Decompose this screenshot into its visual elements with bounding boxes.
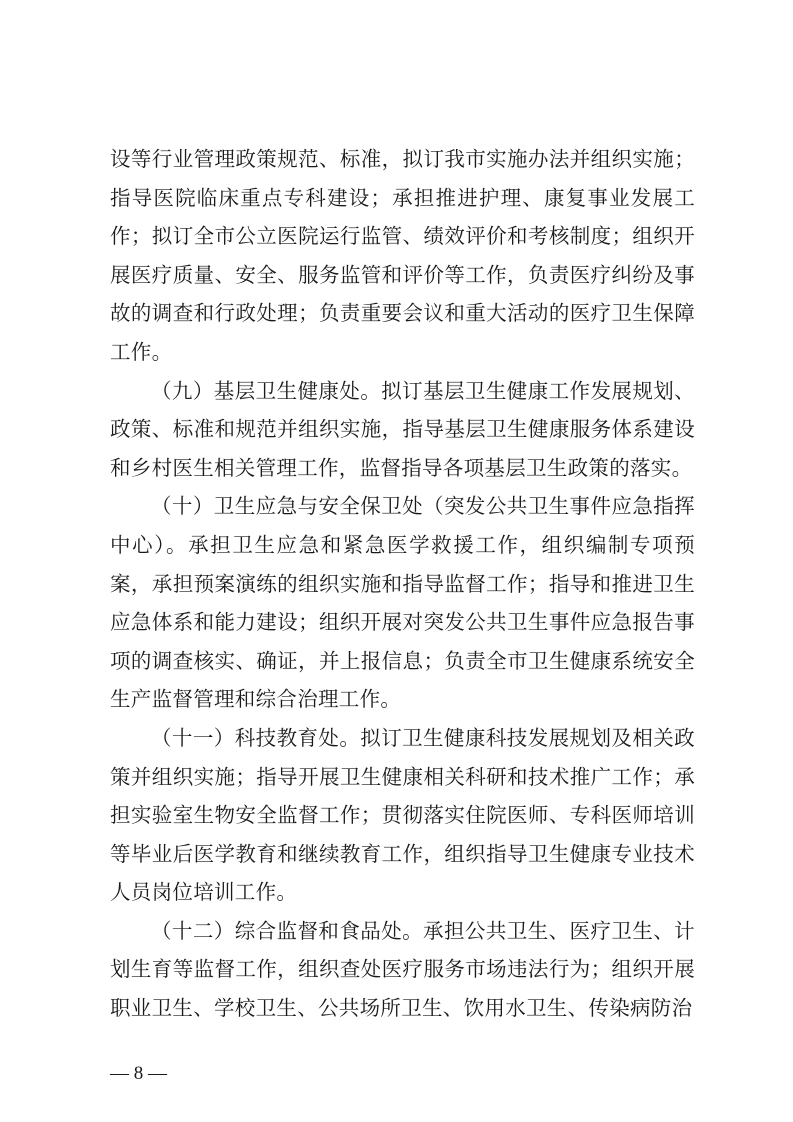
page-number: — 8 — — [110, 1063, 167, 1084]
paragraph-section-11: （十一）科技教育处。拟订卫生健康科技发展规划及相关政策并组织实施；指导开展卫生健康相关科研和技术推广工作；承担实验室生物安全监督工作；贯彻落实住院医师、专科医师培训等毕业后医学教育和继续教育工作，组织指导卫生健康专业技术人员岗位培训工作。 — [110, 725, 695, 905]
body-text — [110, 140, 695, 1028]
paragraph-continuation: 设等行业管理政策规范、标准，拟订我市实施办法并组织实施；指导医院临床重点专科建设；承担推进护理、康复事业发展工作；拟订全市公立医院运行监管、绩效评价和考核制度；组织开展医疗质量、安全、服务监管和评价等工作，负责医疗纠纷及事故的调查和行政处理；负责重要会议和重大活动的医疗卫生保障工作。 — [110, 147, 695, 364]
paragraph-section-9: （九）基层卫生健康处。拟订基层卫生健康工作发展规划、政策、标准和规范并组织实施，指导基层卫生健康服务体系建设和乡村医生相关管理工作，监督指导各项基层卫生政策的落实。 — [110, 378, 695, 480]
paragraph-section-12: （十二）综合监督和食品处。承担公共卫生、医疗卫生、计划生育等监督工作，组织查处医疗服务市场违法行为；组织开展职业卫生、学校卫生、公共场所卫生、饮用水卫生、传染病防治 — [110, 918, 695, 1021]
paragraph-section-10: （十）卫生应急与安全保卫处（突发公共卫生事件应急指挥中心）。承担卫生应急和紧急医学救援工作，组织编制专项预案，承担预案演练的组织实施和指导监督工作；指导和推进卫生应急体系和能力建设；组织开展对突发公共卫生事件应急报告事项的调查核实、确证，并上报信息；负责全市卫生健康系统安全生产监督管理和综合治理工作。 — [110, 494, 695, 712]
